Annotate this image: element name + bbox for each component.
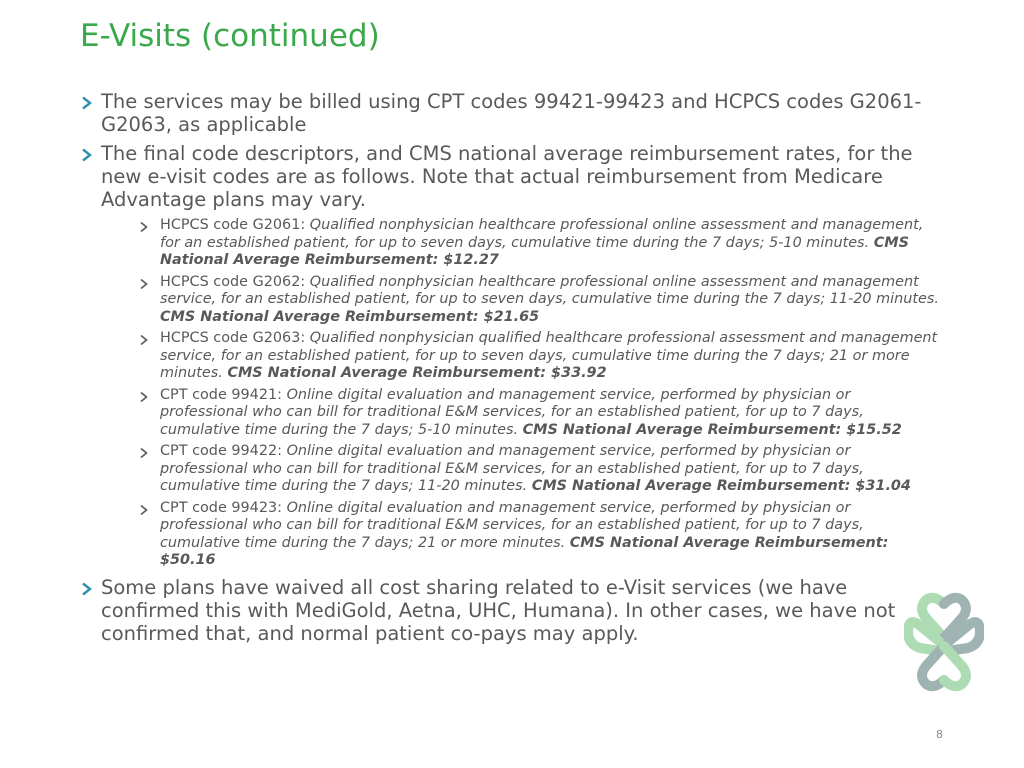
reimbursement-rate: CMS National Average Reimbursement: $50.16 (160, 534, 889, 568)
code-label: CPT code 99421: (160, 386, 287, 403)
bullet-cost-sharing (80, 576, 940, 645)
code-item-99422 (101, 443, 940, 496)
slide-content (80, 90, 940, 645)
code-description: Qualified nonphysician healthcare professional online assessment and management service, for an established patient, for up to seven days, cumulative time during the 7 days; 11-20 minutes. (160, 273, 939, 307)
code-label: HCPCS code G2062: (160, 273, 310, 290)
chevron-right-icon (139, 334, 149, 346)
code-item-g2063 (101, 330, 940, 383)
chevron-right-icon (139, 504, 149, 516)
chevron-right-icon (139, 391, 149, 403)
code-label: HCPCS code G2063: (160, 330, 310, 346)
code-label: HCPCS code G2061: (160, 217, 310, 233)
reimbursement-rate: CMS National Average Reimbursement: $15.52 (522, 421, 902, 438)
bullet-billing-codes (80, 90, 940, 136)
chevron-right-icon (139, 447, 149, 459)
code-item-g2062 (101, 274, 940, 327)
reimbursement-rate: CMS National Average Reimbursement: $21.65 (160, 308, 540, 325)
code-item-g2061 (101, 217, 940, 270)
chevron-right-icon (139, 278, 149, 290)
slide-title: E-Visits (continued) (80, 18, 380, 54)
code-item-99423 (101, 500, 940, 570)
code-description: Qualified nonphysician healthcare professional online assessment and management, for an established patient, for up to seven days, cumulative time during the 7 days; 5-10 minutes. (160, 217, 924, 251)
code-item-99421 (101, 387, 940, 440)
code-description: Online digital evaluation and management service, performed by physician or professional who can bill for traditional E&M services, for an established patient, for up to 7 days, cumulative time during the 7 days; 21 or more minutes. (160, 499, 864, 551)
page-number: 8 (936, 728, 943, 741)
bullet-text: The final code descriptors, and CMS national average reimbursement rates, for the new e-visit codes are as follows. Note that actual reimbursement from Medicare Advantage plans may vary. (101, 142, 913, 211)
chevron-right-icon (81, 582, 93, 596)
chevron-right-icon (81, 96, 93, 110)
code-description: Online digital evaluation and management service, performed by physician or professional who can bill for traditional E&M services, for an established patient, for up to 7 days, cumulative time during the 7 days; 5-10 minutes. (160, 386, 864, 438)
code-label: CPT code 99422: (160, 443, 287, 459)
chevron-right-icon (81, 148, 93, 162)
reimbursement-rate: CMS National Average Reimbursement: $33.92 (227, 365, 607, 381)
bullet-text: Some plans have waived all cost sharing related to e-Visit services (we have confirmed this with MediGold, Aetna, UHC, Humana). In other cases, we have not confirmed that, and normal patient co-pays may apply. (101, 575, 896, 645)
clover-hearts-logo (904, 588, 984, 694)
code-list (101, 217, 940, 570)
code-description: Qualified nonphysician qualified healthcare professional assessment and management service, for an established patient, for up to seven days, cumulative time during the 7 days; 21 or more minutes. (160, 330, 938, 381)
reimbursement-rate: CMS National Average Reimbursement: $31.04 (531, 478, 911, 494)
code-label: CPT code 99423: (160, 499, 287, 516)
reimbursement-rate: CMS National Average Reimbursement: $12.27 (160, 234, 909, 268)
bullet-text: The services may be billed using CPT codes 99421-99423 and HCPCS codes G2061-G2063, as applicable (101, 90, 922, 136)
bullet-code-descriptors (80, 142, 940, 570)
code-description: Online digital evaluation and management service, performed by physician or professional who can bill for traditional E&M services, for an established patient, for up to 7 days, cumulative time during the 7 days; 11-20 minutes. (160, 443, 864, 494)
chevron-right-icon (139, 221, 149, 233)
